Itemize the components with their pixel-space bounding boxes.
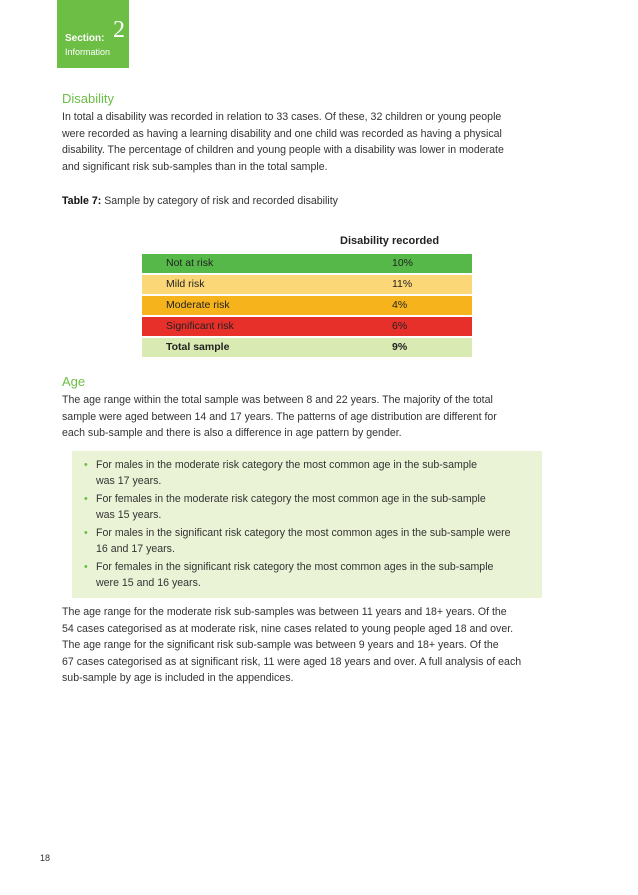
disability-table [142, 254, 472, 359]
paragraph-line: sub-sample by age is included in the appendices. [62, 672, 294, 684]
table-row [142, 254, 472, 273]
bullet-line: 16 and 17 years. [96, 543, 175, 555]
page-number: 18 [40, 853, 51, 863]
table-row [142, 296, 472, 315]
disability-paragraph [62, 109, 540, 175]
row-label: Not at risk [166, 257, 214, 269]
table-caption-text: Sample by category of risk and recorded disability [101, 195, 338, 207]
table-row-total [142, 338, 472, 357]
bullet-line: was 15 years. [96, 509, 162, 521]
bullet-line: was 17 years. [96, 475, 162, 487]
paragraph-line: 67 cases categorised as at significant risk, 11 were aged 18 years and over. A full analysis of each [62, 655, 522, 668]
row-label: Significant risk [166, 320, 234, 332]
bullet-icon: • [84, 459, 88, 471]
table-column-header: Disability recorded [340, 235, 440, 247]
row-value: 9% [392, 341, 408, 353]
paragraph-line: The age range for the significant risk sub-sample was between 9 years and 18+ years. Of the [62, 639, 499, 651]
paragraph-line: and significant risk sub-samples than in the total sample. [62, 160, 328, 173]
age-closing-paragraph [62, 604, 540, 687]
bullet-icon: • [84, 527, 88, 539]
bullet-line: For males in the significant risk category the most common ages in the sub-sample were [96, 527, 511, 539]
section-tab [57, 0, 129, 68]
paragraph-line: The age range within the total sample was between 8 and 22 years. The majority of the total [62, 394, 493, 406]
table-row [142, 275, 472, 294]
bullet-line: were 15 and 16 years. [96, 577, 201, 589]
age-heading: Age [62, 374, 86, 389]
row-value: 4% [392, 299, 408, 311]
section-label: Section: [65, 33, 105, 44]
disability-heading: Disability [62, 91, 115, 106]
bullet-line: For males in the moderate risk category the most common age in the sub-sample [96, 459, 477, 471]
paragraph-line: were recorded as having a learning disability and one child was recorded as having a physical [62, 127, 502, 140]
bullet-box [72, 451, 542, 598]
paragraph-line: each sub-sample and there is also a difference in age pattern by gender. [62, 427, 402, 439]
row-value: 10% [392, 257, 414, 269]
table-caption [62, 195, 338, 207]
bullet-line: For females in the moderate risk category the most common age in the sub-sample [96, 493, 486, 505]
section-subtitle: Information [65, 47, 111, 57]
paragraph-line: sample were aged between 14 and 17 years. The patterns of age distribution are different for [62, 410, 497, 423]
paragraph-line: disability. The percentage of children and young people with a disability was lower in moderate [62, 144, 504, 156]
row-value: 6% [392, 320, 408, 332]
table-caption-bold: Table 7: [62, 195, 102, 207]
paragraph-line: The age range for the moderate risk sub-samples was between 11 years and 18+ years. Of the [62, 606, 507, 618]
row-label: Mild risk [166, 278, 205, 290]
paragraph-line: 54 cases categorised as at moderate risk, nine cases related to young people aged 18 and over. [62, 622, 514, 635]
table-row [142, 317, 472, 336]
bullet-line: For females in the significant risk category the most common ages in the sub-sample [96, 561, 494, 573]
paragraph-line: In total a disability was recorded in relation to 33 cases. Of these, 32 children or young people [62, 111, 502, 123]
bullet-icon: • [84, 561, 88, 573]
row-label: Moderate risk [166, 299, 230, 311]
bullet-icon: • [84, 493, 88, 505]
section-number: 2 [113, 17, 125, 43]
row-value: 11% [392, 278, 413, 290]
age-paragraph [62, 392, 540, 442]
row-label: Total sample [166, 341, 230, 353]
